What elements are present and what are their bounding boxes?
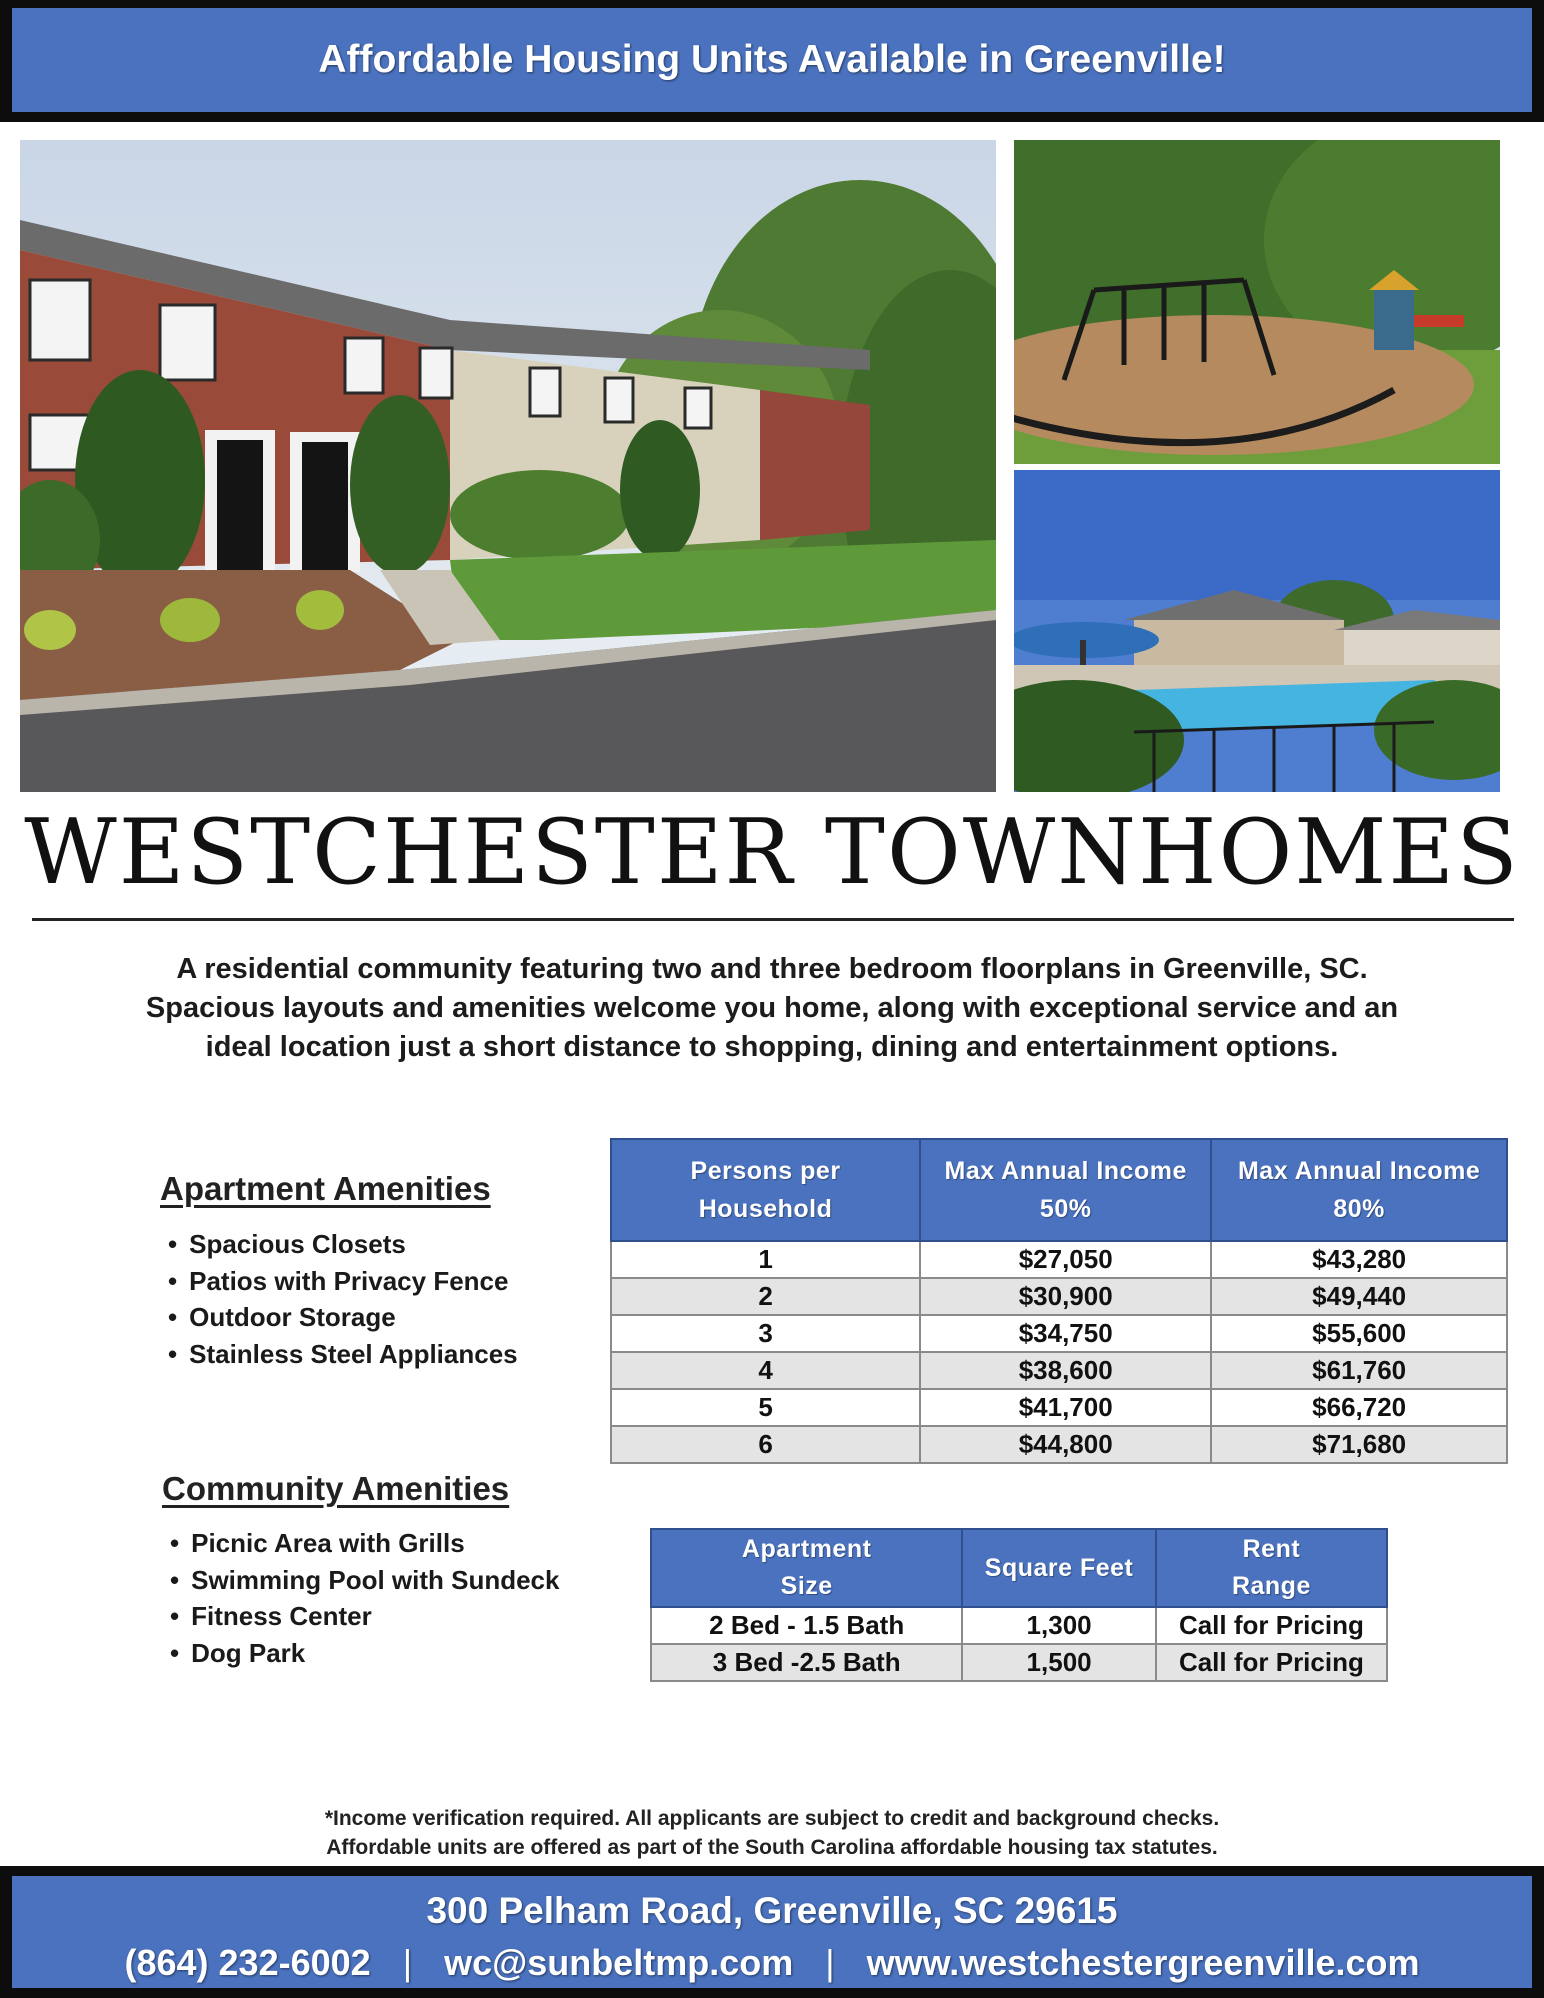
- contact-line: [12, 1942, 1532, 1984]
- header-line: Max Annual Income: [944, 1157, 1187, 1185]
- playground-photo: [1014, 140, 1500, 464]
- column-header: [1211, 1139, 1507, 1241]
- table-header-row: [651, 1529, 1387, 1607]
- list-item: • Spacious Closets: [168, 1226, 518, 1263]
- townhomes-exterior-photo: [20, 140, 996, 792]
- column-header: [611, 1139, 920, 1241]
- top-banner: [0, 0, 1544, 122]
- header-line: 80%: [1333, 1195, 1385, 1223]
- header-title: Affordable Housing Units Available in Greenville!: [12, 8, 1532, 112]
- header-line: Persons per: [690, 1157, 841, 1185]
- table-cell: 3 Bed -2.5 Bath: [651, 1644, 962, 1681]
- table-row: [651, 1644, 1387, 1681]
- separator: |: [825, 1942, 835, 1983]
- header-line: Square Feet: [984, 1553, 1134, 1582]
- table-cell: 2: [611, 1278, 920, 1315]
- table-row: [611, 1352, 1507, 1389]
- property-name: WESTCHESTER TOWNHOMES: [24, 800, 1520, 905]
- column-header: [920, 1139, 1211, 1241]
- phone-link[interactable]: (864) 232-6002: [124, 1942, 371, 1983]
- header-line: Household: [698, 1195, 833, 1223]
- footnote-line: *Income verification required. All applicants are subject to credit and background checks.: [324, 1807, 1220, 1830]
- title-divider: [32, 918, 1514, 921]
- contact-banner-inner: [12, 1876, 1532, 1988]
- header-line: Max Annual Income: [1237, 1157, 1481, 1185]
- table-cell: $61,760: [1211, 1352, 1507, 1389]
- table-cell: 1,500: [962, 1644, 1155, 1681]
- header-line: Apartment: [741, 1535, 872, 1563]
- table-cell: $71,680: [1211, 1426, 1507, 1463]
- table-cell: 5: [611, 1389, 920, 1426]
- footnote: [0, 1804, 1544, 1862]
- email-link[interactable]: wc@sunbeltmp.com: [444, 1942, 794, 1983]
- table-cell: Call for Pricing: [1156, 1644, 1387, 1681]
- header-line: Size: [780, 1572, 833, 1600]
- table-row: [611, 1241, 1507, 1278]
- table-cell: $34,750: [920, 1315, 1211, 1352]
- list-item: • Outdoor Storage: [168, 1299, 518, 1336]
- table-cell: $41,700: [920, 1389, 1211, 1426]
- table-cell: 1,300: [962, 1607, 1155, 1644]
- table-row: [611, 1426, 1507, 1463]
- list-item: • Patios with Privacy Fence: [168, 1263, 518, 1300]
- community-amenities-list: [170, 1525, 559, 1671]
- table-cell: $30,900: [920, 1278, 1211, 1315]
- column-header: [962, 1529, 1155, 1607]
- table-cell: $66,720: [1211, 1389, 1507, 1426]
- table-cell: 2 Bed - 1.5 Bath: [651, 1607, 962, 1644]
- community-amenities-heading: Community Amenities: [162, 1470, 510, 1507]
- contact-banner: [0, 1866, 1544, 1998]
- intro-paragraph: [60, 950, 1484, 1067]
- table-cell: $27,050: [920, 1241, 1211, 1278]
- table-row: [611, 1389, 1507, 1426]
- table-cell: 6: [611, 1426, 920, 1463]
- table-row: [611, 1278, 1507, 1315]
- intro-line: Spacious layouts and amenities welcome you home, along with exceptional service and an: [145, 992, 1399, 1024]
- apartment-amenities-heading: Apartment Amenities: [160, 1170, 491, 1207]
- list-item: • Swimming Pool with Sundeck: [170, 1562, 559, 1599]
- intro-line: A residential community featuring two and three bedroom floorplans in Greenville, SC.: [176, 953, 1368, 985]
- list-item: • Dog Park: [170, 1635, 559, 1672]
- pool-clubhouse-photo: [1014, 470, 1500, 792]
- table-cell: $49,440: [1211, 1278, 1507, 1315]
- income-limits-table: [610, 1138, 1508, 1464]
- header-line: Rent: [1242, 1535, 1301, 1563]
- table-row: [611, 1315, 1507, 1352]
- footnote-line: Affordable units are offered as part of the South Carolina affordable housing tax statutes.: [326, 1836, 1218, 1859]
- apartment-amenities-list: [168, 1226, 518, 1372]
- table-cell: 4: [611, 1352, 920, 1389]
- table-cell: $38,600: [920, 1352, 1211, 1389]
- column-header: [1156, 1529, 1387, 1607]
- list-item: • Fitness Center: [170, 1598, 559, 1635]
- table-header-row: [611, 1139, 1507, 1241]
- intro-line: ideal location just a short distance to shopping, dining and entertainment options.: [205, 1031, 1339, 1063]
- separator: |: [402, 1942, 413, 1983]
- table-cell: $55,600: [1211, 1315, 1507, 1352]
- table-row: [651, 1607, 1387, 1644]
- table-cell: $44,800: [920, 1426, 1211, 1463]
- list-item: • Picnic Area with Grills: [170, 1525, 559, 1562]
- header-line: Range: [1231, 1572, 1311, 1600]
- address: 300 Pelham Road, Greenville, SC 29615: [426, 1890, 1118, 1931]
- table-cell: Call for Pricing: [1156, 1607, 1387, 1644]
- table-cell: 3: [611, 1315, 920, 1352]
- header-line: 50%: [1039, 1195, 1092, 1223]
- table-cell: $43,280: [1211, 1241, 1507, 1278]
- website-link[interactable]: www.westchestergreenville.com: [866, 1942, 1420, 1983]
- column-header: [651, 1529, 962, 1607]
- table-cell: 1: [611, 1241, 920, 1278]
- rent-table: [650, 1528, 1388, 1682]
- list-item: • Stainless Steel Appliances: [168, 1336, 518, 1373]
